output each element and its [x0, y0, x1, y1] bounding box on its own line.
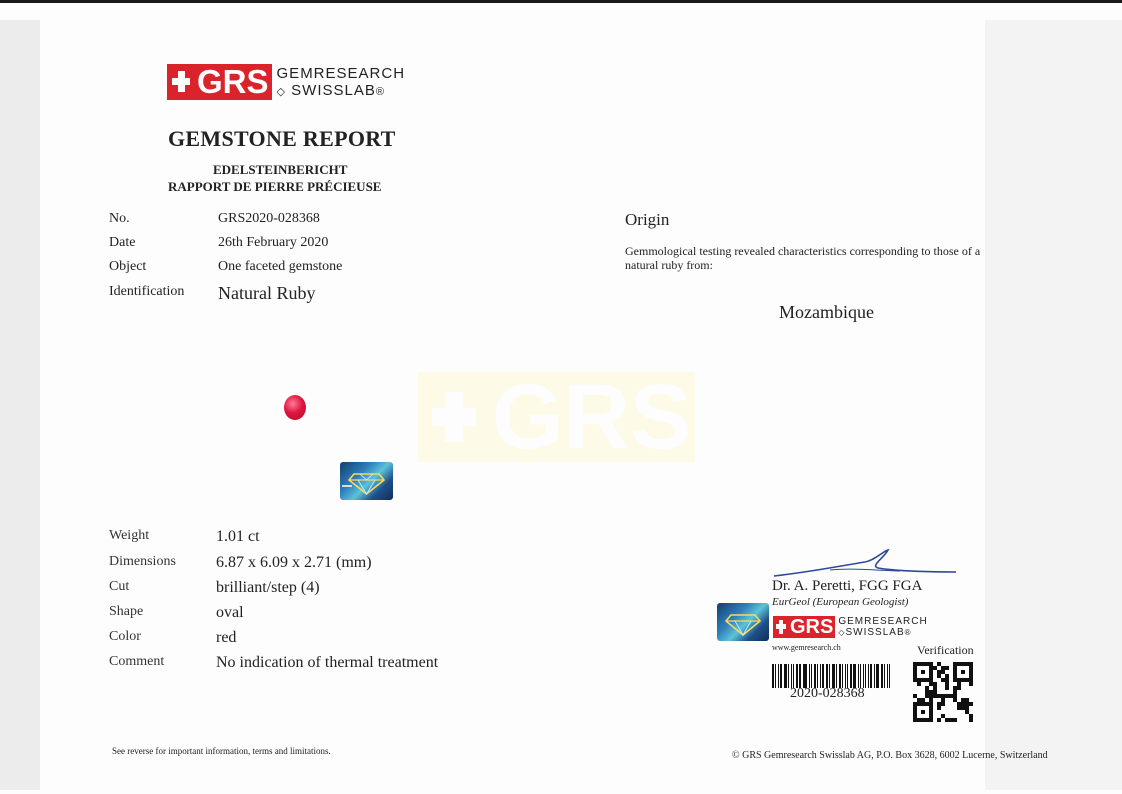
prop-label-shape: Shape [109, 604, 144, 619]
barcode-bar [799, 664, 801, 688]
barcode-bar [860, 664, 861, 688]
field-label-date: Date [109, 235, 136, 250]
watermark-wordmark: GRS [488, 372, 695, 462]
barcode-bar [884, 664, 885, 688]
barcode-bar [839, 664, 841, 688]
barcode-bar [847, 664, 848, 688]
barcode-bar [791, 664, 792, 688]
diamond-icon: ◇ [838, 627, 846, 637]
signatory-title: EurGeol (European Geologist) [772, 596, 909, 608]
barcode-bar [836, 664, 837, 688]
top-edge [0, 0, 1122, 3]
report-title: GEMSTONE REPORT [168, 126, 396, 151]
footer-terms: See reverse for important information, terms and limitations. [112, 746, 331, 756]
swiss-cross-icon [167, 64, 195, 100]
grs-watermark [418, 365, 695, 468]
barcode-bar [772, 664, 774, 688]
field-value-date: 26th February 2020 [218, 235, 329, 250]
barcode-bar [820, 664, 821, 688]
barcode-bar [863, 664, 865, 688]
barcode-bar [814, 664, 816, 688]
field-value-identification: Natural Ruby [218, 283, 316, 303]
brand-line1: GEMRESEARCH [276, 65, 406, 82]
qr-code-icon[interactable] [913, 662, 973, 722]
barcode-icon [772, 664, 892, 688]
grs-wordmark: GRS [195, 64, 272, 100]
barcode-bar [876, 664, 879, 688]
barcode-bar [809, 664, 810, 688]
barcode-bar [845, 664, 846, 688]
diamond-hologram-icon [717, 603, 769, 641]
barcode-bar [865, 664, 866, 688]
barcode-bar [778, 664, 779, 688]
barcode-bar [832, 664, 835, 688]
verification-label: Verification [917, 643, 974, 657]
barcode-bar [842, 664, 843, 688]
barcode-bar [784, 664, 787, 688]
prop-value-weight: 1.01 ct [216, 528, 260, 545]
prop-label-dimensions: Dimensions [109, 554, 176, 569]
barcode-bar [822, 664, 824, 688]
origin-text: Gemmological testing revealed characteristics corresponding to those of a natural ruby from: [625, 244, 981, 272]
diamond-icon: ◇ [276, 86, 286, 98]
field-label-no: No. [109, 211, 130, 226]
origin-heading: Origin [625, 210, 670, 229]
field-value-no: GRS2020-028368 [218, 211, 320, 226]
barcode-bar [889, 664, 890, 688]
paper-edge-right [985, 20, 1122, 790]
website-link[interactable]: www.gemresearch.ch [772, 643, 841, 652]
barcode-bar [775, 664, 776, 688]
barcode-bar [870, 664, 872, 688]
barcode-bar [788, 664, 789, 688]
qr-module [969, 718, 973, 722]
barcode-bar [887, 664, 888, 688]
barcode-bar [829, 664, 830, 688]
prop-value-shape: oval [216, 604, 244, 621]
signatory-name: Dr. A. Peretti, FGG FGA [772, 578, 923, 594]
prop-label-comment: Comment [109, 654, 165, 669]
signature-image [770, 546, 960, 580]
brand-line2-small: SWISSLAB [845, 626, 905, 638]
barcode-bar [811, 664, 812, 688]
barcode-bar [780, 664, 782, 688]
prop-value-dimensions: 6.87 x 6.09 x 2.71 (mm) [216, 554, 372, 571]
grs-logo [167, 64, 405, 100]
watermark-cross-icon [418, 372, 488, 462]
swiss-cross-icon [773, 616, 789, 638]
prop-value-comment: No indication of thermal treatment [216, 654, 439, 671]
barcode-bar [826, 664, 828, 688]
prop-label-color: Color [109, 629, 141, 644]
barcode-bar [817, 664, 818, 688]
prop-value-color: red [216, 629, 237, 646]
barcode-bar [804, 664, 807, 688]
barcode-bar [868, 664, 869, 688]
footer-copyright: © GRS Gemresearch Swisslab AG, P.O. Box 3628, 6002 Lucerne, Switzerland [732, 750, 1048, 761]
barcode-bar [793, 664, 794, 688]
barcode-bar [796, 664, 798, 688]
field-label-object: Object [109, 259, 147, 274]
field-label-identification: Identification [109, 284, 185, 299]
registered-mark-small: ® [904, 627, 912, 637]
brand-line2: SWISSLAB [291, 82, 376, 99]
barcode-number: 2020-028368 [790, 686, 865, 701]
grs-wordmark-small: GRS [790, 615, 834, 638]
ruby-gem-image [284, 395, 306, 420]
report-subtitle-de: EDELSTEINBERICHT [213, 162, 348, 177]
origin-country: Mozambique [779, 302, 874, 322]
barcode-bar [874, 664, 875, 688]
registered-mark: ® [375, 86, 385, 98]
barcode-bar [858, 664, 859, 688]
field-value-object: One faceted gemstone [218, 259, 343, 274]
barcode-bar [850, 664, 852, 688]
prop-value-cut: brilliant/step (4) [216, 579, 320, 596]
report-subtitle-fr: RAPPORT DE PIERRE PRÉCIEUSE [168, 179, 382, 194]
brand-line1-small: GEMRESEARCH [838, 615, 928, 627]
grs-logo-small [773, 616, 928, 638]
prop-label-weight: Weight [109, 528, 150, 543]
barcode-bar [853, 664, 856, 688]
diamond-hologram-icon [340, 462, 393, 500]
prop-label-cut: Cut [109, 579, 130, 594]
barcode-bar [803, 664, 804, 688]
barcode-bar [881, 664, 883, 688]
paper-edge-left [0, 20, 40, 790]
